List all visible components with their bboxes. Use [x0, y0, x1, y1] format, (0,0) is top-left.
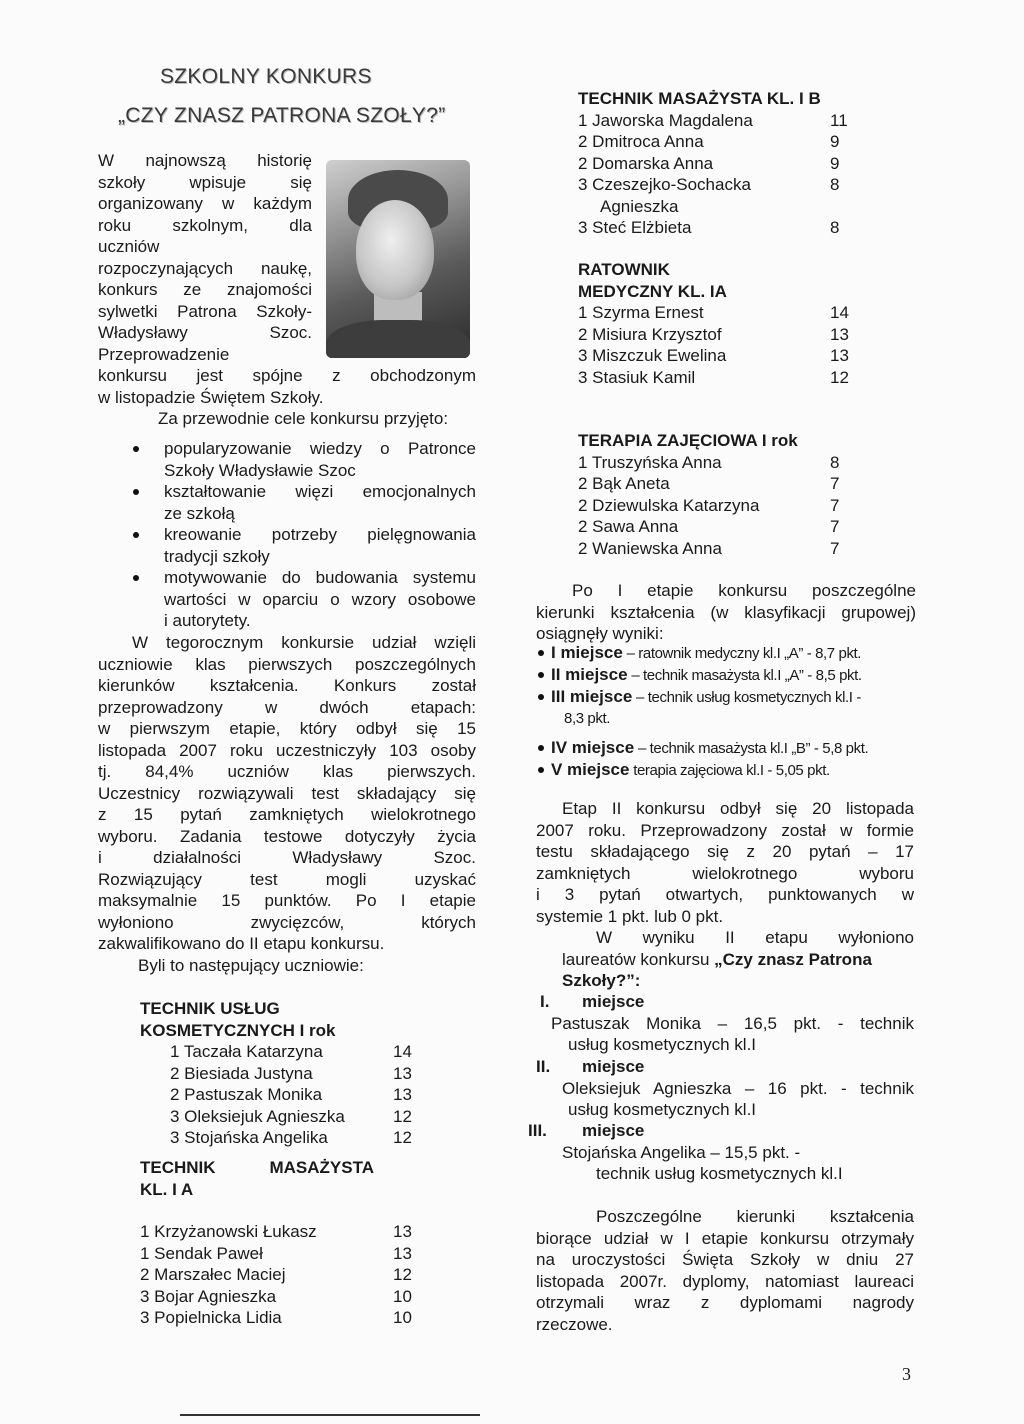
result-score: 7 [830, 517, 840, 536]
winners-intro-line: W wyniku II etapu wyłoniono [596, 928, 914, 947]
stage2-text-line: systemie 1 pkt. lub 0 pkt. [536, 906, 724, 926]
result-name: 1 Szyrma Ernest [578, 303, 704, 322]
result-score: 11 [830, 110, 848, 130]
bullet-dot [133, 446, 139, 452]
group-heading: RATOWNIK [578, 260, 670, 279]
stage1-text-line: Po I etapie konkursu poszczególne [572, 581, 916, 600]
intro-text-line: rozpoczynających naukę, [98, 258, 312, 278]
result-name: 2 Pastuszak Monika [170, 1085, 323, 1104]
result-score: 13 [393, 1222, 412, 1241]
result-score: 7 [830, 538, 840, 558]
body-text-line: maksymalnie 15 punktów. Po I etapie [98, 891, 476, 910]
body-text-line: uczniowie klas pierwszych poszczególnych [98, 654, 476, 674]
body-text-line: Rozwiązujący test mogli uzyskać [98, 869, 476, 889]
result-name: 3 Bojar Agnieszka [140, 1286, 277, 1306]
bullet-dot [538, 745, 544, 751]
body-text-line: przeprowadzony w dwóch etapach: [98, 697, 476, 717]
body-text-line: tj. 84,4% uczniów klas pierwszych. [98, 762, 476, 781]
result-score: 13 [393, 1085, 412, 1104]
result-name: 3 Stojańska Angelika [170, 1128, 328, 1147]
winner-place-label: miejsce [582, 1057, 645, 1076]
ranking-text: – ratownik medyczny kl.I „A” - 8,7 pkt. [622, 645, 862, 662]
winner-line: usług kosmetycznych kl.I [568, 1100, 757, 1119]
winners-intro-text: laureatów konkursu [562, 949, 715, 969]
ranking-place: II miejsce [551, 665, 628, 684]
ranking-item [551, 737, 868, 760]
result-name: 2 Misiura Krzysztof [578, 324, 722, 344]
result-score: 14 [393, 1042, 412, 1061]
result-name: 1 Truszyńska Anna [578, 452, 722, 472]
goal-text-line: wartości w oparciu o wzory osobowe [164, 589, 476, 609]
winner-line: technik usług kosmetycznych kl.I [596, 1164, 843, 1183]
intro-text-line: w listopadzie Świętem Szkoły. [98, 387, 324, 407]
winner-place-label: miejsce [582, 992, 645, 1011]
stage2-text-line: i 3 pytań otwartych, punktowanych w [536, 885, 914, 904]
closing-text-line: Poszczególne kierunki kształcenia [596, 1207, 914, 1226]
result-score: 8 [830, 218, 840, 237]
bullet-dot [133, 532, 139, 538]
ranking-continuation: 8,3 pkt. [564, 709, 610, 727]
body-text-line: wyłoniono zwycięzców, których [98, 912, 476, 932]
winner-place-label: miejsce [582, 1121, 645, 1140]
goal-text-line: kreowanie potrzeby pielęgnowania [164, 525, 476, 544]
intro-text-line: W najnowszą historię [98, 151, 312, 170]
result-score: 12 [830, 367, 849, 387]
ranking-place: III miejsce [551, 687, 633, 706]
result-name: 2 Dmitroca Anna [578, 132, 704, 151]
result-name: 2 Bąk Aneta [578, 474, 670, 493]
bullet-dot [538, 672, 544, 678]
intro-text-line: Władysławy Szoc. [98, 323, 312, 342]
ranking-place: IV miejsce [551, 738, 635, 757]
result-name: 2 Waniewska Anna [578, 538, 722, 558]
ranking-place: I miejsce [551, 643, 623, 662]
goal-text-line: Szkoły Władysławie Szoc [164, 460, 356, 480]
group-heading: TERAPIA ZAJĘCIOWA I rok [578, 431, 798, 450]
goal-text-line: popularyzowanie wiedzy o Patronce [164, 439, 476, 458]
result-score: 13 [393, 1063, 412, 1083]
result-name: 3 Czeszejko-Sochacka [578, 175, 751, 194]
article-title-line1: SZKOLNY KONKURS [160, 65, 372, 88]
result-score: 14 [830, 303, 849, 322]
winner-roman: II. [536, 1057, 551, 1076]
winner-line: usług kosmetycznych kl.I [568, 1035, 757, 1054]
stage1-text-line: osiągnęły wyniki: [536, 624, 664, 643]
ranking-item [551, 759, 830, 782]
result-name: 3 Steć Elżbieta [578, 218, 692, 237]
intro-text-line: roku szkolnym, dla [98, 215, 312, 235]
result-name: 3 Stasiuk Kamil [578, 367, 696, 387]
body-text-line: Uczestnicy rozwiązywali test składający się [98, 783, 476, 803]
closing-text-line: na uroczystości Święta Szkoły w dniu 27 [536, 1250, 914, 1269]
group-heading: KL. I A [140, 1180, 194, 1199]
result-score: 10 [393, 1308, 412, 1327]
intro-text-line: Za przewodnie cele konkursu przyjęto: [158, 409, 449, 428]
stage1-text-line: kierunki kształcenia (w klasyfikacji grupowej) [536, 602, 916, 622]
winner-line: Oleksiejuk Agnieszka – 16 pkt. - technik [562, 1078, 914, 1098]
winner-roman: III. [528, 1121, 547, 1140]
goal-text-line: i autorytety. [164, 611, 251, 630]
body-text-line: i działalności Władysławy Szoc. [98, 848, 476, 867]
ranking-item [551, 686, 861, 709]
result-name: 3 Popielnicka Lidia [140, 1308, 282, 1327]
goal-text-line: tradycji szkoły [164, 546, 270, 566]
contest-name-bold: „Czy znasz Patrona [714, 949, 872, 969]
ranking-text: terapia zajęciowa kl.I - 5,05 pkt. [629, 762, 830, 779]
intro-text-line: szkoły wpisuje się [98, 172, 312, 192]
body-text-line: zakwalifikowano do II etapu konkursu. [98, 934, 385, 953]
winners-intro-line2 [562, 949, 872, 971]
ranking-text: – technik masażysta kl.I „A” - 8,5 pkt. [627, 667, 862, 684]
body-text-line: kierunków kształcenia. Konkurs został [98, 676, 476, 695]
result-name: 2 Sawa Anna [578, 517, 679, 536]
result-name: 2 Dziewulska Katarzyna [578, 495, 760, 515]
result-name: 1 Taczała Katarzyna [170, 1042, 323, 1061]
contest-name-bold-cont: Szkoły?”: [562, 971, 641, 990]
winner-roman: I. [540, 992, 550, 1011]
stage2-text-line: zamkniętych wielokrotnego wyboru [536, 863, 914, 883]
result-name: 2 Domarska Anna [578, 153, 714, 173]
result-score: 7 [830, 495, 840, 515]
result-score: 9 [830, 153, 840, 173]
bullet-dot [538, 767, 544, 773]
intro-text-line: Przeprowadzenie [98, 344, 230, 364]
closing-text-line: biorące udział w I etapie konkursu otrzymały [536, 1228, 914, 1248]
result-name: 1 Krzyżanowski Łukasz [140, 1222, 317, 1241]
stage2-text-line: testu składającego się z 20 pytań – 17 [536, 842, 914, 861]
scan-edge-line [180, 1414, 480, 1416]
body-text-line: w pierwszym etapie, który odbył się 15 [98, 719, 476, 738]
stage2-text-line: Etap II konkursu odbył się 20 listopada [562, 799, 914, 818]
closing-text-line: rzeczowe. [536, 1314, 613, 1334]
ranking-item [551, 642, 861, 665]
winner-line: Stojańska Angelika – 15,5 pkt. - [562, 1142, 801, 1162]
bullet-dot [538, 650, 544, 656]
intro-text-line: sylwetki Patrona Szkoły- [98, 301, 312, 321]
stage2-text-line: 2007 roku. Przeprowadzony został w formie [536, 820, 914, 840]
patron-portrait-photo [326, 160, 470, 358]
page-number: 3 [902, 1364, 911, 1384]
result-score: 12 [393, 1128, 412, 1147]
group-heading: TECHNIK MASAŻYSTA KL. I B [578, 89, 821, 108]
ranking-item [551, 664, 862, 687]
result-score: 8 [830, 175, 840, 194]
ranking-text: – technik masażysta kl.I „B” - 5,8 pkt. [634, 740, 869, 757]
goal-text-line: ze szkołą [164, 503, 235, 523]
result-score: 7 [830, 474, 840, 493]
intro-text-line: uczniów [98, 237, 160, 256]
result-name: 2 Biesiada Justyna [170, 1063, 313, 1083]
group-heading: TECHNIK USŁUG [140, 999, 280, 1018]
bullet-dot [133, 575, 139, 581]
body-text-line: z 15 pytań zamkniętych wielokrotnego [98, 805, 476, 824]
group-heading: TECHNIK MASAŻYSTA [140, 1158, 374, 1177]
winner-line: Pastuszak Monika – 16,5 pkt. - technik [551, 1013, 914, 1033]
ranking-place: V miejsce [551, 760, 630, 779]
intro-text-line: konkursu jest spójne z obchodzonym [98, 366, 476, 385]
result-name: 1 Jaworska Magdalena [578, 110, 753, 130]
closing-text-line: listopada 2007r. dyplomy, natomiast laureaci [536, 1271, 914, 1291]
result-name: 3 Miszczuk Ewelina [578, 346, 727, 365]
body-text-line: W tegorocznym konkursie udział wzięli [132, 633, 476, 652]
result-score: 12 [393, 1265, 412, 1284]
result-name: Agnieszka [600, 196, 679, 216]
result-name: 2 Marszałec Maciej [140, 1265, 286, 1284]
goal-text-line: kształtowanie więzi emocjonalnych [164, 482, 476, 501]
result-score: 12 [393, 1106, 412, 1126]
result-score: 13 [393, 1243, 412, 1263]
result-score: 10 [393, 1286, 412, 1306]
result-score: 13 [830, 346, 849, 365]
result-name: 1 Sendak Paweł [140, 1243, 263, 1263]
intro-text-line: organizowany w każdym [98, 194, 312, 213]
ranking-text: – technik usług kosmetycznych kl.I - [632, 689, 861, 706]
body-text-line: listopada 2007 roku uczestniczyły 103 osoby [98, 740, 476, 760]
group-heading: KOSMETYCZNYCH I rok [140, 1020, 336, 1040]
body-text-line: wyboru. Zadania testowe dotyczyły życia [98, 826, 476, 846]
article-title-line2: „CZY ZNASZ PATRONA SZOŁY?” [118, 104, 446, 127]
bullet-dot [538, 694, 544, 700]
group-heading: MEDYCZNY KL. IA [578, 281, 727, 301]
closing-text-line: otrzymali wraz z dyplomami nagrody [536, 1293, 914, 1312]
bullet-dot [133, 489, 139, 495]
body-text-line: Byli to następujący uczniowie: [138, 955, 364, 975]
result-score: 13 [830, 324, 849, 344]
intro-text-line: konkurs ze znajomości [98, 280, 312, 299]
result-score: 8 [830, 452, 840, 472]
goal-text-line: motywowanie do budowania systemu [164, 568, 476, 587]
result-score: 9 [830, 132, 840, 151]
result-name: 3 Oleksiejuk Agnieszka [170, 1106, 345, 1126]
